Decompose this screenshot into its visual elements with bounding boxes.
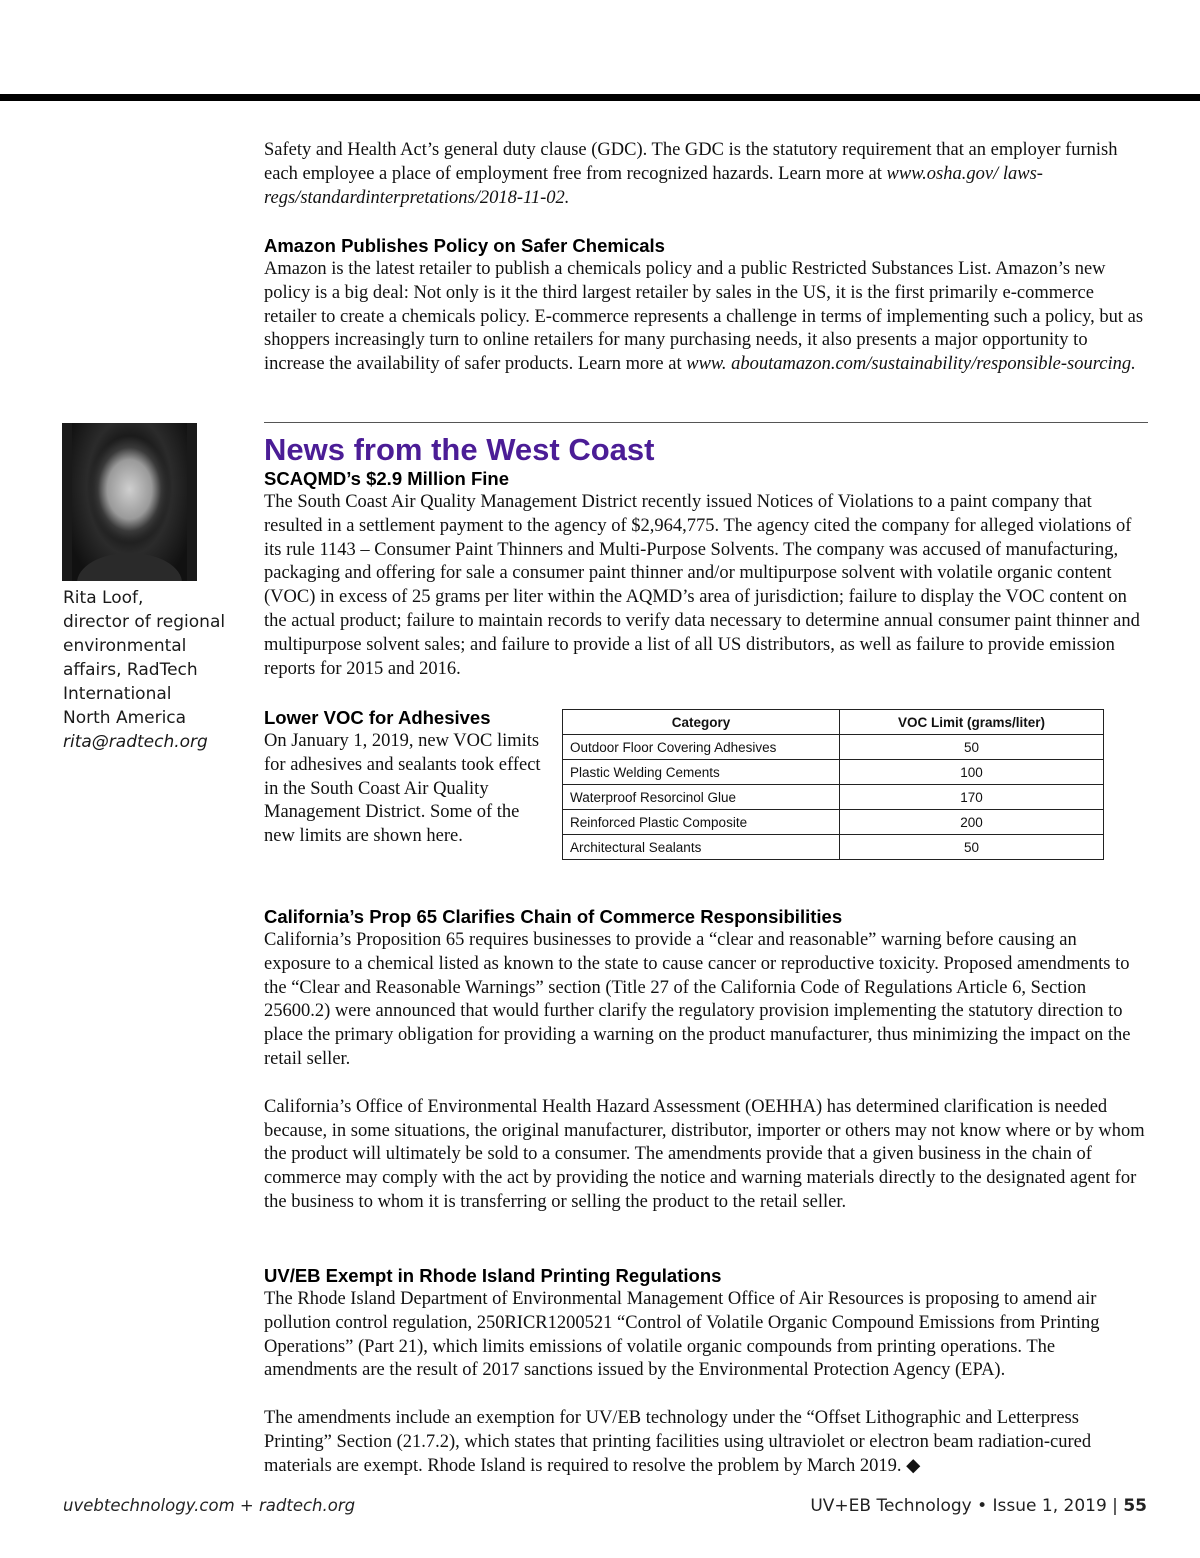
footer-publication [810, 1496, 1147, 1516]
row-limit: 50 [840, 835, 1104, 860]
rhode-island-paragraph-2: The amendments include an exemption for UV/EB technology under the “Offset Lithographic and Letterpress Printing” Section (21.7.2), which states that printing facilities using ultraviolet or electron beam radiation-cured materials are exempt. Rhode Island is required to resolve the problem by March 2019. ◆ [264, 1408, 1092, 1476]
row-limit: 200 [840, 810, 1104, 835]
amazon-paragraph [264, 258, 1148, 377]
row-category: Waterproof Resorcinol Glue [563, 785, 840, 810]
prop65-heading: California’s Prop 65 Clarifies Chain of Commerce Responsibilities [264, 906, 843, 927]
page-number: 55 [1123, 1496, 1147, 1516]
rhode-island-section [264, 1264, 1148, 1479]
header-category: Category [563, 710, 840, 735]
table-row [563, 835, 1104, 860]
author-caption [63, 586, 253, 754]
table-row [563, 785, 1104, 810]
scaqmd-paragraph: The South Coast Air Quality Management District recently issued Notices of Violations to a paint company that resulted in a settlement payment to the agency of $2,964,775. The agency cited the company for alleged violations of its rule 1143 – Consumer Paint Thinners and Multi-Purpose Solvents. The company was accused of manufacturing, packaging and offering for sale a consumer paint thinner and/or multipurpose solvent with volatile organic content (VOC) in excess of 25 grams per liter within the AQMD’s area of jurisdiction; failure to display the VOC content on the actual product; failure to maintain records to verify data necessary to determine annual consumer paint thinner and multipurpose solvent sales; and failure to provide a list of all US distributors, as well as failure to provide emission reports for 2015 and 2016. [264, 492, 1140, 679]
prop65-paragraph-1: California’s Proposition 65 requires businesses to provide a “clear and reasonable” warning before causing an exposure to a chemical listed as known to the state to cause cancer or reproductive toxicity. Proposed amendments to the “Clear and Reasonable Warnings” section (Title 27 of the California Code of Regulations Article 6, Section 25600.2) were announced that would further clarify the regulatory provision implementing the statutory direction to place the primary obligation for providing a warning on the product manufacturer, thus minimizing the impact on the retail seller. [264, 930, 1131, 1069]
section-divider [264, 422, 1148, 423]
row-category: Outdoor Floor Covering Adhesives [563, 735, 840, 760]
amazon-heading: Amazon Publishes Policy on Safer Chemicals [264, 235, 665, 256]
amazon-link[interactable]: www. aboutamazon.com/sustainability/responsible-sourcing. [686, 354, 1136, 375]
west-coast-section [264, 433, 1148, 681]
top-rule [0, 94, 1200, 101]
prop65-section [264, 905, 1148, 1215]
osha-link[interactable]: www.osha.gov/ laws-regs/standardinterpretations/2018-11-02. [264, 163, 1043, 208]
row-category: Plastic Welding Cements [563, 760, 840, 785]
author-email[interactable]: rita@radtech.org [63, 732, 208, 752]
footer-issue: UV+EB Technology • Issue 1, 2019 | [810, 1496, 1124, 1516]
author-title-1: director of regional [63, 612, 226, 632]
rhode-island-paragraph-1: The Rhode Island Department of Environmental Management Office of Air Resources is proposing to amend air pollution control regulation, 250RICR1200521 “Control of Volatile Organic Compound Emissions from Printing Operations” (Part 21), which limits emissions of volatile organic compounds from printing operations. The amendments are the result of 2017 sanctions issued by the Environmental Protection Agency (EPA). [264, 1289, 1100, 1381]
amazon-section [264, 234, 1148, 377]
footer-websites: uvebtechnology.com + radtech.org [63, 1496, 356, 1515]
author-photo [62, 423, 197, 581]
table-row [563, 760, 1104, 785]
row-limit: 170 [840, 785, 1104, 810]
table-row [563, 735, 1104, 760]
header-voc-limit: VOC Limit (grams/liter) [840, 710, 1104, 735]
row-category: Architectural Sealants [563, 835, 840, 860]
intro-text: Safety and Health Act’s general duty clause (GDC). The GDC is the statutory requirement that an employer furnish each employee a place of employment free from recognized hazards. Learn more at [264, 140, 1118, 184]
section-title: News from the West Coast [264, 432, 655, 467]
voc-paragraph: On January 1, 2019, new VOC limits for adhesives and sealants took effect in the South Coast Air Quality Management District. Some of the new limits are shown here. [264, 731, 541, 847]
amazon-text: Amazon is the latest retailer to publish a chemicals policy and a public Restricted Substances List. Amazon’s new policy is a big deal: Not only is it the third largest retailer by sales in the US, it is the first primarily e-commerce retailer to create a chemicals policy. E-commerce represents a challenge in terms of implementing such a policy, but as shoppers increasingly turn to online retailers for many purchasing needs, it also presents a major opportunity to increase the availability of safer products. Learn more at [264, 259, 1144, 375]
author-title-2: environmental [63, 636, 187, 656]
scaqmd-heading: SCAQMD’s $2.9 Million Fine [264, 468, 509, 489]
row-category: Reinforced Plastic Composite [563, 810, 840, 835]
rhode-island-heading: UV/EB Exempt in Rhode Island Printing Regulations [264, 1265, 722, 1286]
table-header-row [563, 710, 1104, 735]
voc-section [264, 706, 544, 849]
voc-table [562, 709, 1104, 860]
prop65-paragraph-2: California’s Office of Environmental Health Hazard Assessment (OEHHA) has determined clarification is needed because, in some situations, the original manufacturer, distributor, importer or others may not know where or by whom the product will ultimately be sold to a consumer. The amendments provide that a given business in the chain of commerce may comply with the act by providing the notice and warning materials directly to the designated agent for the business to whom it is transferring or selling the product to the retail seller. [264, 1096, 1145, 1212]
author-title-3: affairs, RadTech [63, 660, 198, 680]
intro-section [264, 139, 1148, 210]
voc-heading: Lower VOC for Adhesives [264, 707, 491, 728]
author-name: Rita Loof, [63, 588, 144, 608]
table-row [563, 810, 1104, 835]
row-limit: 100 [840, 760, 1104, 785]
author-title-5: North America [63, 708, 187, 728]
row-limit: 50 [840, 735, 1104, 760]
intro-paragraph [264, 139, 1148, 210]
author-title-4: International [63, 684, 172, 704]
